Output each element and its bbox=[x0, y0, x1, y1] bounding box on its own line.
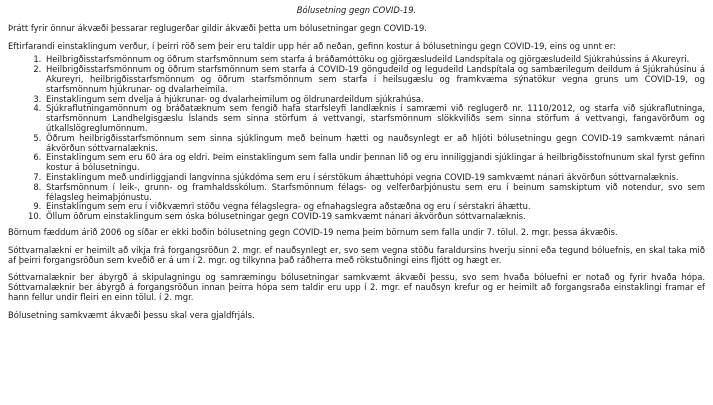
priority-list-item: 10. Öllum öðrum einstaklingum sem óska bólusetningar gegn COVID-19 samkvæmt nánari ákvörðun sóttvarnalæknis. bbox=[44, 212, 705, 222]
responsibility-paragraph: Sóttvarnalæknir ber ábyrgð á skipulagningu og samræmingu bólusetningar samkvæmt ákvæði þessu, svo sem hvaða bóluefni er notað og fyrir hvaða hópa. Sóttvarnalæknir ber ábyrgð á forgangsröðun innan þeirra hópa sem taldir eru upp í 2. mgr. ef nauðsyn krefur og er heimilt að forgangsraða einstaklingi framar ef hann fellur undir fleiri en einn tölul. í 2. mgr. bbox=[8, 272, 705, 302]
free-of-charge-paragraph: Bólusetning samkvæmt ákvæði þessu skal vera gjaldfrjáls. bbox=[8, 309, 255, 320]
priority-list-item: 3. Einstaklingum sem dvelja á hjúkrunar- og dvalarheimilum og öldrunardeildum sjúkrahúsa. bbox=[44, 95, 705, 105]
priority-list-item: 7. Einstaklingum með undirliggjandi langvinna sjúkdóma sem eru í sérstökum áhættuhópi vegna COVID-19 samkvæmt nánari ákvörðun sóttvarnalæknis. bbox=[44, 173, 705, 183]
priority-list-item: 9. Einstaklingum sem eru í viðkvæmri stöðu vegna félagslegra- og efnahagslegra aðstæðna og eru í sérstakri áhættu. bbox=[44, 202, 705, 212]
priority-intro-paragraph: Eftirfarandi einstaklingum verður, í þeirri röð sem þeir eru taldir upp hér að neðan, gefinn kostur á bólusetningu gegn COVID-19, eins og unnt er: bbox=[8, 40, 616, 51]
priority-list-item: 1. Heilbrigðisstarfsmönnum og öðrum starfsmönnum sem starfa á bráðamóttöku og gjörgæsludeild Landspítala og gjörgæsludeild Sjúkrahússins á Akureyri. bbox=[44, 55, 705, 65]
priority-list bbox=[8, 55, 705, 222]
children-paragraph: Börnum fæddum árið 2006 og síðar er ekki boðin bólusetning gegn COVID-19 nema þeim börnum sem falla undir 7. tölul. 2. mgr. þessa ákvæðis. bbox=[8, 226, 618, 237]
priority-list-item: 4. Sjúkraflutningamönnum og bráðatæknum sem fengið hafa starfsleyfi landlæknis í samræmi við reglugerð nr. 1110/2012, og starfa við sjúkraflutninga, starfsmönnum Landhelgisgæslu Íslands sem sinna störfum á vettvangi, starfsmönnum slökkviliðs sem sinna störfum á vettvangi, fangavörðum og útkallslögreglumönnum. bbox=[44, 104, 705, 133]
intro-paragraph: Þrátt fyrir önnur ákvæði þessarar reglugerðar gildir ákvæði þetta um bólusetningar gegn COVID-19. bbox=[8, 22, 427, 33]
priority-list-item: 5. Öðrum heilbrigðisstarfsmönnum sem sinna sjúklingum með beinum hætti og nauðsynlegt er að hljóti bólusetningu gegn COVID-19 samkvæmt nánari ákvörðun sóttvarnalæknis. bbox=[44, 134, 705, 154]
document-title: Bólusetning gegn COVID-19. bbox=[296, 5, 417, 15]
deviation-paragraph: Sóttvarnalækni er heimilt að víkja frá forgangsröðun 2. mgr. ef nauðsynlegt er, svo sem vegna stöðu faraldursins hverju sinni eða tegund bóluefnis, en skal taka mið af þeirri forgangsröðun sem kveðið er á um í 2. mgr. og tilkynna það ráðherra með rökstuðningi eins fljótt og hægt er. bbox=[8, 244, 705, 265]
priority-list-item: 2. Heilbrigðisstarfsmönnum og öðrum starfsmönnum sem starfa á COVID-19 göngudeild og legudeild Landspítala og sambærilegum deildum á Sjúkrahúsinu á Akureyri, heilbrigðisstarfsmönnum og öðrum starfsmönnum sem starfa í heilsugæslu og framkvæma sýnatökur vegna gruns um COVID-19, og starfsmönnum hjúkrunar- og dvalarheimila. bbox=[44, 65, 705, 94]
priority-list-item: 8. Starfsmönnum í leik-, grunn- og framhaldsskólum. Starfsmönnum félags- og velferðarþjónustu sem eru í beinum samskiptum við notendur, svo sem félagsleg heimaþjónustu. bbox=[44, 183, 705, 203]
priority-list-item: 6. Einstaklingum sem eru 60 ára og eldri. Þeim einstaklingum sem falla undir þennan lið og eru inniliggjandi sjúklingar á heilbrigðisstofnunum skal fyrst gefinn kostur á bólusetningu. bbox=[44, 153, 705, 173]
